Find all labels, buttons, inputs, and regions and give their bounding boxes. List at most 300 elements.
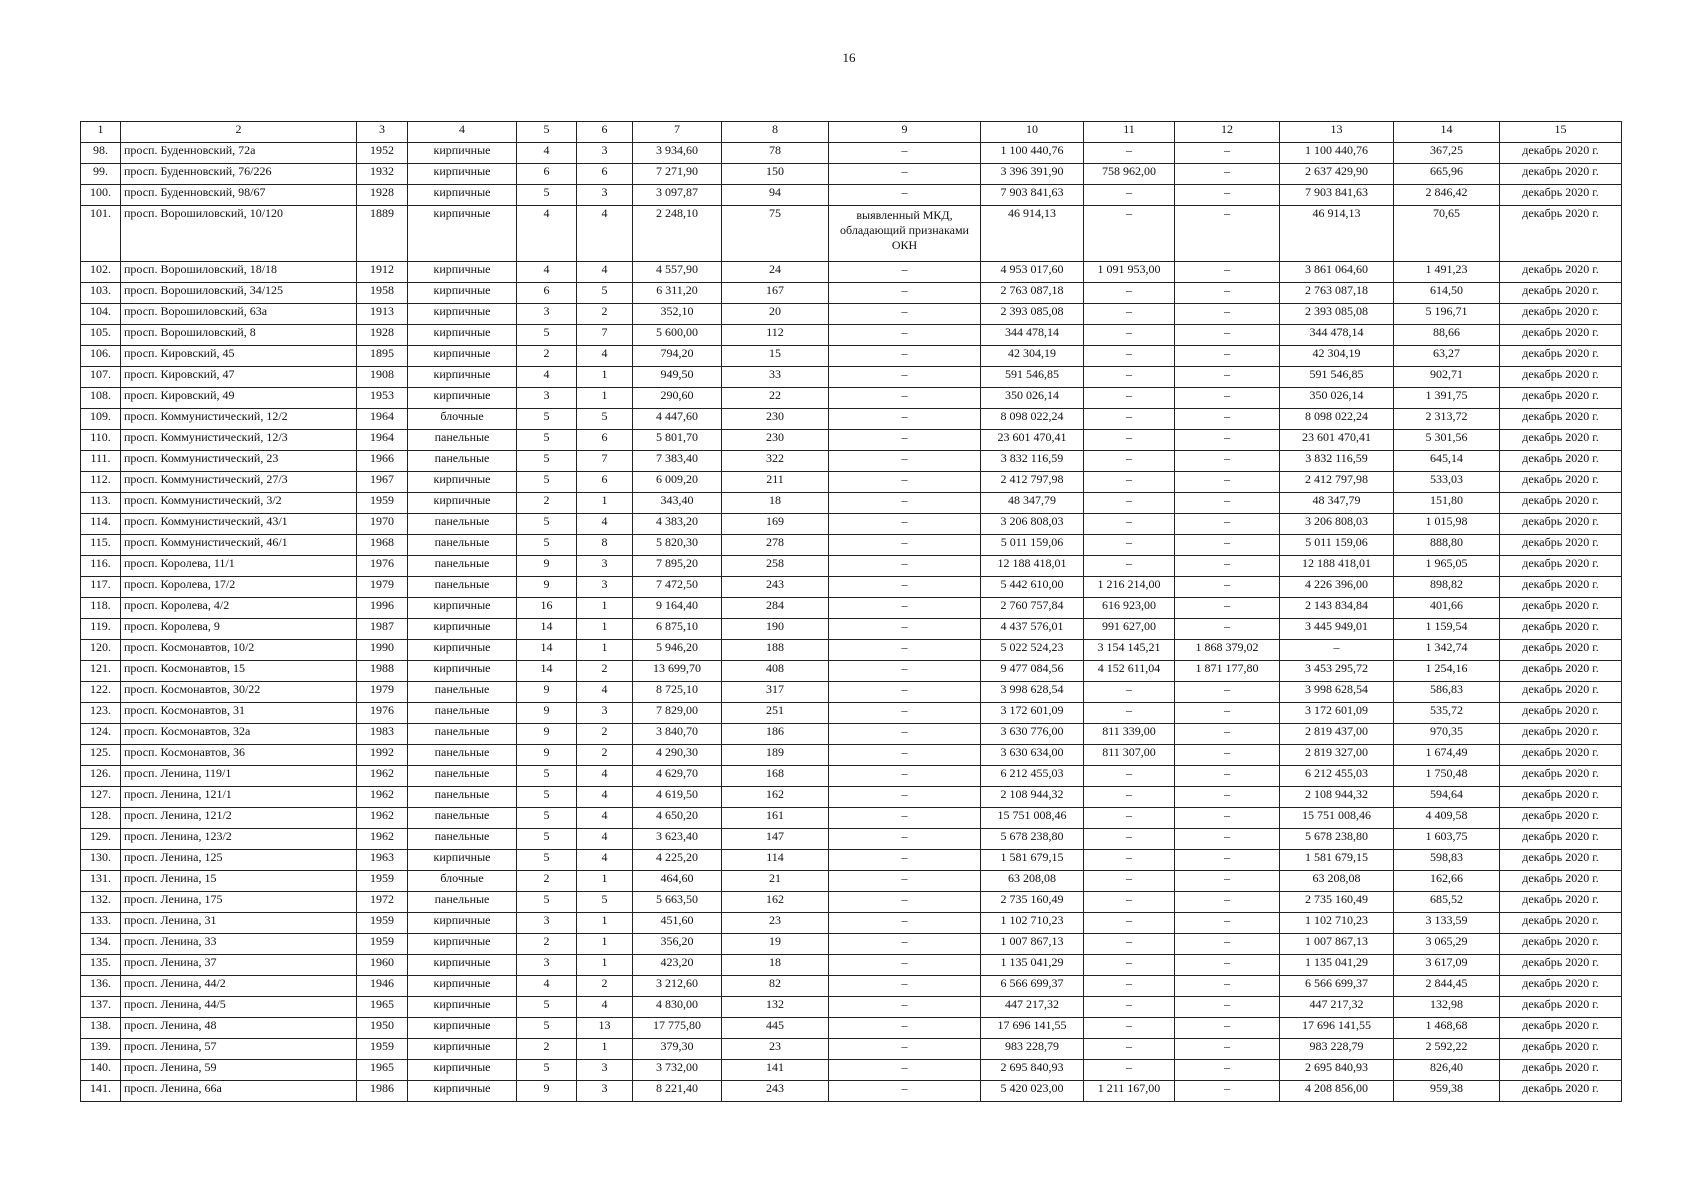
table-cell: 63 208,08 xyxy=(981,871,1084,892)
table-cell: выявленный МКД, обладающий признаками ОКН xyxy=(829,206,981,262)
table-cell: – xyxy=(1175,206,1280,262)
table-cell: декабрь 2020 г. xyxy=(1500,661,1622,682)
table-cell: блочные xyxy=(408,409,517,430)
table-cell: 4 xyxy=(577,997,633,1018)
table-cell: 3 630 776,00 xyxy=(981,724,1084,745)
table-row xyxy=(81,556,1622,577)
table-cell: 2 xyxy=(517,1039,577,1060)
table-cell: 3 630 634,00 xyxy=(981,745,1084,766)
table-cell: кирпичные xyxy=(408,185,517,206)
table-cell: 2 313,72 xyxy=(1394,409,1500,430)
table-cell: – xyxy=(1084,766,1175,787)
table-cell: 290,60 xyxy=(633,388,722,409)
table-cell: 167 xyxy=(722,283,829,304)
table-cell: панельные xyxy=(408,577,517,598)
column-header: 11 xyxy=(1084,122,1175,143)
table-cell: – xyxy=(1084,388,1175,409)
table-cell: 6 311,20 xyxy=(633,283,722,304)
table-cell: 82 xyxy=(722,976,829,997)
table-cell: – xyxy=(829,472,981,493)
table-row xyxy=(81,1081,1622,1102)
table-cell: – xyxy=(1175,556,1280,577)
table-cell: декабрь 2020 г. xyxy=(1500,472,1622,493)
table-row xyxy=(81,871,1622,892)
table-cell: 1 091 953,00 xyxy=(1084,262,1175,283)
table-row xyxy=(81,745,1622,766)
table-cell: 2 819 327,00 xyxy=(1280,745,1394,766)
table-cell: 108. xyxy=(81,388,121,409)
table-cell: 1979 xyxy=(357,577,408,598)
table-cell: 379,30 xyxy=(633,1039,722,1060)
table-row xyxy=(81,703,1622,724)
table-cell: – xyxy=(1084,185,1175,206)
table-cell: 1953 xyxy=(357,388,408,409)
table-cell: – xyxy=(829,955,981,976)
table-cell: 140. xyxy=(81,1060,121,1081)
table-cell: 5 xyxy=(517,325,577,346)
table-cell: кирпичные xyxy=(408,661,517,682)
table-row xyxy=(81,640,1622,661)
table-cell: 343,40 xyxy=(633,493,722,514)
table-cell: 116. xyxy=(81,556,121,577)
table-cell: 3 732,00 xyxy=(633,1060,722,1081)
table-cell: 5 420 023,00 xyxy=(981,1081,1084,1102)
table-cell: просп. Буденновский, 98/67 xyxy=(121,185,357,206)
table-cell: 138. xyxy=(81,1018,121,1039)
table-cell: – xyxy=(1175,892,1280,913)
table-row xyxy=(81,409,1622,430)
table-cell: 1966 xyxy=(357,451,408,472)
table-cell: кирпичные xyxy=(408,913,517,934)
table-cell: 121. xyxy=(81,661,121,682)
table-cell: 4 xyxy=(577,850,633,871)
table-cell: панельные xyxy=(408,787,517,808)
table-cell: – xyxy=(1175,955,1280,976)
table-cell: 20 xyxy=(722,304,829,325)
table-cell: кирпичные xyxy=(408,934,517,955)
table-cell: – xyxy=(1084,493,1175,514)
table-row xyxy=(81,598,1622,619)
table-cell: – xyxy=(829,766,981,787)
table-cell: кирпичные xyxy=(408,304,517,325)
table-cell: – xyxy=(1084,934,1175,955)
table-cell: 9 477 084,56 xyxy=(981,661,1084,682)
table-cell: 3 840,70 xyxy=(633,724,722,745)
table-cell: 5 xyxy=(517,514,577,535)
table-cell: просп. Ленина, 44/5 xyxy=(121,997,357,1018)
table-cell: – xyxy=(1084,1018,1175,1039)
table-cell: просп. Ленина, 37 xyxy=(121,955,357,976)
table-cell: 3 832 116,59 xyxy=(1280,451,1394,472)
table-cell: просп. Кировский, 49 xyxy=(121,388,357,409)
table-cell: просп. Ленина, 44/2 xyxy=(121,976,357,997)
table-cell: просп. Космонавтов, 15 xyxy=(121,661,357,682)
table-cell: декабрь 2020 г. xyxy=(1500,206,1622,262)
table-cell: 3 998 628,54 xyxy=(981,682,1084,703)
table-cell: 251 xyxy=(722,703,829,724)
table-cell: – xyxy=(1175,871,1280,892)
table-cell: – xyxy=(1084,472,1175,493)
table-cell: 1 007 867,13 xyxy=(1280,934,1394,955)
table-cell: – xyxy=(1084,850,1175,871)
table-cell: кирпичные xyxy=(408,850,517,871)
table-cell: 162,66 xyxy=(1394,871,1500,892)
table-cell: – xyxy=(1084,997,1175,1018)
table-cell: 811 307,00 xyxy=(1084,745,1175,766)
table-cell: 1 015,98 xyxy=(1394,514,1500,535)
table-cell: 118. xyxy=(81,598,121,619)
table-cell: 1 xyxy=(577,1039,633,1060)
table-cell: панельные xyxy=(408,556,517,577)
table-cell: 9 xyxy=(517,556,577,577)
table-cell: 114. xyxy=(81,514,121,535)
table-cell: кирпичные xyxy=(408,367,517,388)
table-cell: – xyxy=(1175,493,1280,514)
table-cell: 5 xyxy=(517,1060,577,1081)
table-cell: 1988 xyxy=(357,661,408,682)
table-row xyxy=(81,1018,1622,1039)
table-cell: 123. xyxy=(81,703,121,724)
table-cell: 8 221,40 xyxy=(633,1081,722,1102)
table-cell: 1 100 440,76 xyxy=(1280,143,1394,164)
table-cell: – xyxy=(829,913,981,934)
table-cell: 598,83 xyxy=(1394,850,1500,871)
table-row xyxy=(81,829,1622,850)
table-cell: 1 871 177,80 xyxy=(1175,661,1280,682)
table-row xyxy=(81,367,1622,388)
table-cell: 19 xyxy=(722,934,829,955)
table-row xyxy=(81,262,1622,283)
table-cell: 3 065,29 xyxy=(1394,934,1500,955)
table-cell: кирпичные xyxy=(408,388,517,409)
table-cell: 1 674,49 xyxy=(1394,745,1500,766)
table-cell: 5 442 610,00 xyxy=(981,577,1084,598)
table-cell: декабрь 2020 г. xyxy=(1500,367,1622,388)
table-row xyxy=(81,164,1622,185)
table-cell: 401,66 xyxy=(1394,598,1500,619)
table-cell: 1959 xyxy=(357,871,408,892)
table-cell: 1964 xyxy=(357,409,408,430)
table-cell: просп. Коммунистический, 23 xyxy=(121,451,357,472)
table-row xyxy=(81,283,1622,304)
table-cell: просп. Буденновский, 72а xyxy=(121,143,357,164)
table-cell: 5 xyxy=(517,808,577,829)
table-cell: 15 751 008,46 xyxy=(981,808,1084,829)
table-cell: 1928 xyxy=(357,325,408,346)
table-cell: просп. Ленина, 121/2 xyxy=(121,808,357,829)
table-cell: – xyxy=(829,283,981,304)
table-cell: 190 xyxy=(722,619,829,640)
table-cell: 88,66 xyxy=(1394,325,1500,346)
table-cell: 317 xyxy=(722,682,829,703)
table-cell: 18 xyxy=(722,493,829,514)
table-cell: декабрь 2020 г. xyxy=(1500,164,1622,185)
table-cell: декабрь 2020 г. xyxy=(1500,451,1622,472)
table-cell: – xyxy=(1175,829,1280,850)
table-cell: – xyxy=(1175,682,1280,703)
table-cell: – xyxy=(829,346,981,367)
table-cell: 12 188 418,01 xyxy=(981,556,1084,577)
table-cell: – xyxy=(1084,556,1175,577)
table-cell: 2 108 944,32 xyxy=(1280,787,1394,808)
table-cell: кирпичные xyxy=(408,976,517,997)
table-cell: – xyxy=(1084,913,1175,934)
table-cell: 4 xyxy=(517,976,577,997)
table-cell: 106. xyxy=(81,346,121,367)
table-cell: – xyxy=(1084,367,1175,388)
table-cell: декабрь 2020 г. xyxy=(1500,871,1622,892)
table-cell: декабрь 2020 г. xyxy=(1500,262,1622,283)
table-cell: 46 914,13 xyxy=(981,206,1084,262)
table-cell: 4 208 856,00 xyxy=(1280,1081,1394,1102)
table-cell: – xyxy=(1175,430,1280,451)
table-cell: 3 206 808,03 xyxy=(1280,514,1394,535)
table-cell: 3 xyxy=(517,304,577,325)
table-cell: 826,40 xyxy=(1394,1060,1500,1081)
table-cell: 8 725,10 xyxy=(633,682,722,703)
table-cell: 1 965,05 xyxy=(1394,556,1500,577)
table-cell: 133. xyxy=(81,913,121,934)
table-cell: 113. xyxy=(81,493,121,514)
table-cell: 350 026,14 xyxy=(1280,388,1394,409)
table-cell: 1 491,23 xyxy=(1394,262,1500,283)
table-cell: 464,60 xyxy=(633,871,722,892)
table-cell: 4 290,30 xyxy=(633,745,722,766)
table-cell: 8 098 022,24 xyxy=(1280,409,1394,430)
table-cell: 5 xyxy=(577,892,633,913)
table-cell: – xyxy=(829,493,981,514)
table-cell: 151,80 xyxy=(1394,493,1500,514)
table-cell: 1 603,75 xyxy=(1394,829,1500,850)
table-cell: – xyxy=(1175,535,1280,556)
table-cell: – xyxy=(1175,185,1280,206)
table-cell: панельные xyxy=(408,682,517,703)
table-cell: – xyxy=(1175,346,1280,367)
table-cell: 1 xyxy=(577,871,633,892)
table-cell: 12 188 418,01 xyxy=(1280,556,1394,577)
table-cell: 132. xyxy=(81,892,121,913)
table-cell: 408 xyxy=(722,661,829,682)
table-cell: 9 xyxy=(517,682,577,703)
table-cell: 1 xyxy=(577,388,633,409)
column-header: 7 xyxy=(633,122,722,143)
table-cell: 1 216 214,00 xyxy=(1084,577,1175,598)
table-cell: – xyxy=(1175,1081,1280,1102)
table-cell: 17 775,80 xyxy=(633,1018,722,1039)
table-cell: 2 xyxy=(577,304,633,325)
table-cell: 134. xyxy=(81,934,121,955)
table-cell: кирпичные xyxy=(408,346,517,367)
table-row xyxy=(81,808,1622,829)
table-cell: просп. Ленина, 125 xyxy=(121,850,357,871)
table-cell: просп. Ворошиловский, 34/125 xyxy=(121,283,357,304)
table-cell: панельные xyxy=(408,745,517,766)
table-cell: 1968 xyxy=(357,535,408,556)
table-cell: декабрь 2020 г. xyxy=(1500,913,1622,934)
table-cell: 1976 xyxy=(357,703,408,724)
table-cell: декабрь 2020 г. xyxy=(1500,640,1622,661)
table-cell: 104. xyxy=(81,304,121,325)
table-cell: 1962 xyxy=(357,808,408,829)
table-cell: – xyxy=(1175,304,1280,325)
table-cell: – xyxy=(1084,703,1175,724)
table-cell: 3 623,40 xyxy=(633,829,722,850)
table-cell: 1 xyxy=(577,640,633,661)
table-cell: 3 212,60 xyxy=(633,976,722,997)
table-cell: 2 592,22 xyxy=(1394,1039,1500,1060)
table-row xyxy=(81,1060,1622,1081)
table-cell: 5 678 238,80 xyxy=(981,829,1084,850)
table-row xyxy=(81,535,1622,556)
table-cell: 970,35 xyxy=(1394,724,1500,745)
table-cell: – xyxy=(829,892,981,913)
table-cell: 5 xyxy=(517,850,577,871)
table-cell: просп. Ленина, 66а xyxy=(121,1081,357,1102)
table-cell: кирпичные xyxy=(408,283,517,304)
table-cell: 3 206 808,03 xyxy=(981,514,1084,535)
table-cell: – xyxy=(1175,724,1280,745)
table-cell: 5 678 238,80 xyxy=(1280,829,1394,850)
table-cell: 42 304,19 xyxy=(1280,346,1394,367)
table-cell: 3 xyxy=(577,577,633,598)
table-cell: 1932 xyxy=(357,164,408,185)
table-cell: 1996 xyxy=(357,598,408,619)
table-cell: 4 619,50 xyxy=(633,787,722,808)
table-row xyxy=(81,143,1622,164)
table-cell: 1946 xyxy=(357,976,408,997)
table-cell: 103. xyxy=(81,283,121,304)
table-cell: 4 xyxy=(577,829,633,850)
table-cell: 5 xyxy=(517,997,577,1018)
table-cell: просп. Ленина, 33 xyxy=(121,934,357,955)
table-cell: 4 xyxy=(577,206,633,262)
table-cell: 4 xyxy=(577,682,633,703)
table-cell: 18 xyxy=(722,955,829,976)
column-header: 3 xyxy=(357,122,408,143)
table-cell: 278 xyxy=(722,535,829,556)
table-cell: панельные xyxy=(408,451,517,472)
table-cell: 131. xyxy=(81,871,121,892)
table-cell: 7 903 841,63 xyxy=(1280,185,1394,206)
table-cell: 5 xyxy=(517,787,577,808)
table-cell: 1959 xyxy=(357,913,408,934)
table-cell: 1908 xyxy=(357,367,408,388)
table-cell: 594,64 xyxy=(1394,787,1500,808)
table-cell: 109. xyxy=(81,409,121,430)
table-cell: 1952 xyxy=(357,143,408,164)
table-row xyxy=(81,304,1622,325)
table-row xyxy=(81,934,1622,955)
table-cell: 1 750,48 xyxy=(1394,766,1500,787)
table-cell: 9 xyxy=(517,724,577,745)
table-cell: 5 663,50 xyxy=(633,892,722,913)
table-cell: 22 xyxy=(722,388,829,409)
header-row xyxy=(81,122,1622,143)
table-cell: просп. Королева, 4/2 xyxy=(121,598,357,619)
table-cell: просп. Королева, 9 xyxy=(121,619,357,640)
table-cell: 1965 xyxy=(357,1060,408,1081)
table-cell: панельные xyxy=(408,514,517,535)
table-cell: 1959 xyxy=(357,493,408,514)
table-cell: кирпичные xyxy=(408,997,517,1018)
table-cell: – xyxy=(829,556,981,577)
table-cell: декабрь 2020 г. xyxy=(1500,1081,1622,1102)
table-cell: 1 007 867,13 xyxy=(981,934,1084,955)
table-cell: 3 xyxy=(517,913,577,934)
table-cell: 1 468,68 xyxy=(1394,1018,1500,1039)
table-cell: декабрь 2020 г. xyxy=(1500,143,1622,164)
table-cell: 23 601 470,41 xyxy=(1280,430,1394,451)
table-cell: 6 xyxy=(517,283,577,304)
table-cell: 5 xyxy=(517,535,577,556)
column-header: 6 xyxy=(577,122,633,143)
table-cell: 5 xyxy=(517,766,577,787)
table-cell: 94 xyxy=(722,185,829,206)
table-cell: 141 xyxy=(722,1060,829,1081)
table-cell: 665,96 xyxy=(1394,164,1500,185)
data-table xyxy=(80,121,1622,1102)
table-cell: 4 557,90 xyxy=(633,262,722,283)
table-cell: 344 478,14 xyxy=(1280,325,1394,346)
table-cell: 614,50 xyxy=(1394,283,1500,304)
table-cell: – xyxy=(829,745,981,766)
table-cell: 4 629,70 xyxy=(633,766,722,787)
table-cell: 16 xyxy=(517,598,577,619)
table-cell: 21 xyxy=(722,871,829,892)
table-cell: 991 627,00 xyxy=(1084,619,1175,640)
table-cell: кирпичные xyxy=(408,955,517,976)
table-cell: декабрь 2020 г. xyxy=(1500,934,1622,955)
table-cell: 2 819 437,00 xyxy=(1280,724,1394,745)
column-header: 1 xyxy=(81,122,121,143)
table-cell: 983 228,79 xyxy=(981,1039,1084,1060)
table-row xyxy=(81,766,1622,787)
table-cell: 2 108 944,32 xyxy=(981,787,1084,808)
table-cell: 9 164,40 xyxy=(633,598,722,619)
table-cell: – xyxy=(1175,976,1280,997)
table-cell: декабрь 2020 г. xyxy=(1500,283,1622,304)
table-cell: 6 212 455,03 xyxy=(1280,766,1394,787)
table-cell: просп. Ворошиловский, 18/18 xyxy=(121,262,357,283)
table-cell: 1 xyxy=(577,934,633,955)
table-cell: – xyxy=(829,682,981,703)
table-cell: 98. xyxy=(81,143,121,164)
table-cell: кирпичные xyxy=(408,640,517,661)
table-cell: 188 xyxy=(722,640,829,661)
table-cell: 350 026,14 xyxy=(981,388,1084,409)
table-cell: 1959 xyxy=(357,934,408,955)
table-cell: просп. Коммунистический, 46/1 xyxy=(121,535,357,556)
table-cell: 2 844,45 xyxy=(1394,976,1500,997)
table-cell: 4 152 611,04 xyxy=(1084,661,1175,682)
table-cell: 4 xyxy=(517,262,577,283)
table-cell: 451,60 xyxy=(633,913,722,934)
table-cell: 63 208,08 xyxy=(1280,871,1394,892)
table-cell: кирпичные xyxy=(408,1039,517,1060)
table-cell: – xyxy=(829,262,981,283)
table-cell: 2 xyxy=(517,871,577,892)
table-cell: декабрь 2020 г. xyxy=(1500,577,1622,598)
table-cell: декабрь 2020 г. xyxy=(1500,1060,1622,1081)
table-cell: 1964 xyxy=(357,430,408,451)
table-cell: – xyxy=(1084,206,1175,262)
table-cell: 1 102 710,23 xyxy=(1280,913,1394,934)
table-cell: 13 xyxy=(577,1018,633,1039)
table-cell: 4 xyxy=(577,262,633,283)
table-cell: 7 xyxy=(577,325,633,346)
table-cell: просп. Коммунистический, 27/3 xyxy=(121,472,357,493)
table-cell: декабрь 2020 г. xyxy=(1500,850,1622,871)
